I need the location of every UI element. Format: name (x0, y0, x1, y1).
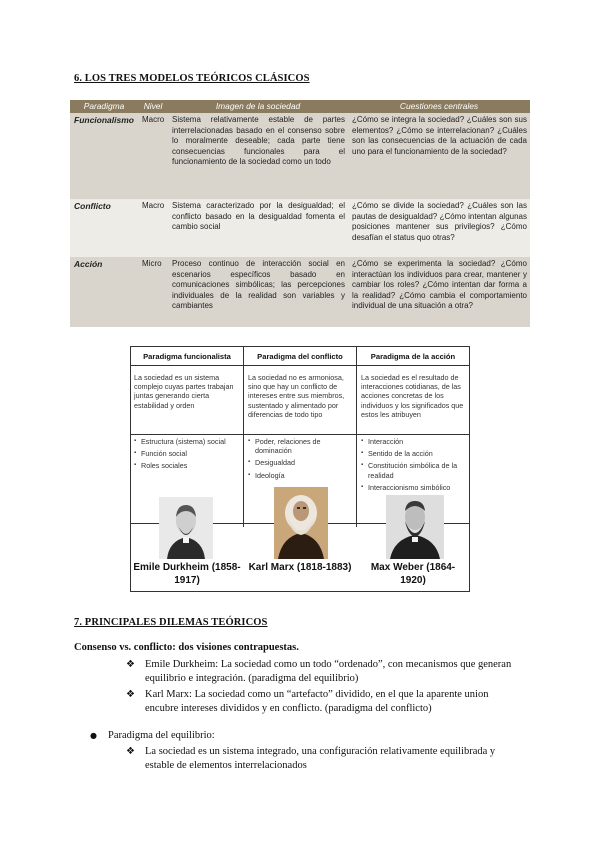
list-item: ▪ Ideología (248, 471, 354, 480)
header-paradigma: Paradigma (70, 100, 138, 113)
cell-nivel: Macro (138, 113, 168, 199)
cell-paradigma: Funcionalismo (70, 113, 138, 199)
diamond-bullet-icon: ❖ (126, 659, 135, 670)
list-item: ▪ Estructura (sistema) social (134, 437, 240, 446)
list-item: ▪ Interacción (361, 437, 467, 446)
section-7-title: 7. PRINCIPALES DILEMAS TEÓRICOS (74, 617, 268, 628)
cell-paradigma: Conflicto (70, 199, 138, 257)
durkheim-portrait-image (159, 497, 213, 559)
cell-cuestiones: ¿Cómo se divide la sociedad? ¿Cuáles son las pautas de desigualdad? ¿Cómo intentan algunas posiciones mantener sus privilegios? ¿Cómo desafían el status quo otras? (348, 199, 530, 257)
paradigms-figure (130, 346, 470, 592)
weber-name: Max Weber (1864-1920) (370, 562, 456, 586)
list-item-durkheim: Emile Durkheim: La sociedad como un todo “ordenado”, con mecanismos que generan equilibrio e integración. (paradigma del equilibrio) (145, 659, 512, 684)
divider (356, 347, 357, 527)
cell-cuestiones: ¿Cómo se integra la sociedad? ¿Cuáles son sus elementos? ¿Cómo se interrelacionan? ¿Cuáles son las consecuencias de la actuación de cada uno para el funcionamiento de la sociedad? (348, 113, 530, 199)
bullets-conflicto (248, 437, 354, 483)
figure-header-funcionalista: Paradigma funcionalista (143, 352, 231, 361)
header-imagen: Imagen de la sociedad (168, 100, 348, 113)
paradigms-table (70, 100, 530, 327)
list-item: ▪ Roles sociales (134, 461, 240, 470)
section-7-subtitle: Consenso vs. conflicto: dos visiones contrapuestas. (74, 642, 299, 653)
marx-name: Karl Marx (1818-1883) (248, 562, 352, 573)
list-item: ▪ Poder, relaciones de dominación (248, 437, 354, 455)
list-item: ▪ Interaccionismo simbólico (361, 483, 467, 492)
list-item-equilibrio: Paradigma del equilibrio: (108, 730, 215, 741)
header-cuestiones: Cuestiones centrales (348, 100, 530, 113)
bullets-funcionalista (134, 437, 240, 474)
list-item-sistema: La sociedad es un sistema integrado, una configuración relativamente equilibrada y estable de elementos interrelacionados (145, 746, 496, 771)
table-row (70, 113, 530, 199)
desc-conflicto: La sociedad no es armoniosa, sino que hay un conflicto de intereses entre sus miembros, sustentado y alimentado por diferencias de todo tipo (248, 373, 345, 419)
cell-imagen: Proceso continuo de interacción social en escenarios específicos basado en comunicaciones simbólicas; las percepciones individuales de la realidad son variables y cambiantes (168, 257, 348, 327)
marx-portrait-image (274, 487, 328, 559)
cell-cuestiones: ¿Cómo se experimenta la sociedad? ¿Cómo interactúan los individuos para crear, mantener y cambiar los roles? ¿Cómo intentan dar forma a la realidad? ¿Cómo cambia el comportamiento individual de una situación a otra? (348, 257, 530, 327)
section-6-title: 6. LOS TRES MODELOS TEÓRICOS CLÁSICOS (74, 73, 310, 84)
list-item: ▪ Sentido de la acción (361, 449, 467, 458)
divider (131, 434, 469, 435)
diamond-bullet-icon: ❖ (126, 746, 135, 757)
figure-header-row (131, 347, 469, 366)
list-item: ▪ Constitución simbólica de la realidad (361, 461, 467, 479)
table-header-row (70, 100, 530, 113)
cell-paradigma: Acción (70, 257, 138, 327)
cell-nivel: Macro (138, 199, 168, 257)
figure-header-accion: Paradigma de la acción (370, 352, 456, 361)
divider (243, 347, 244, 527)
list-item: ▪ Función social (134, 449, 240, 458)
diamond-bullet-icon: ❖ (126, 689, 135, 700)
table-row (70, 257, 530, 327)
table-row (70, 199, 530, 257)
desc-accion: La sociedad es el resultado de interacciones cotidianas, de las acciones concretas de los individuos y los significados que estos les atribuyen (361, 373, 464, 419)
list-item: ▪ Desigualdad (248, 458, 354, 467)
header-nivel: Nivel (138, 100, 168, 113)
weber-portrait-image (386, 495, 444, 559)
durkheim-name: Emile Durkheim (1858-1917) (133, 562, 241, 586)
bullets-accion (361, 437, 467, 495)
cell-nivel: Micro (138, 257, 168, 327)
round-bullet-icon: ● (90, 731, 97, 740)
list-item-marx: Karl Marx: La sociedad como un “artefacto” dividido, en el que la aparente union encubre intereses divididos y en conflicto. (paradigma del conflicto) (145, 689, 489, 714)
figure-header-conflicto: Paradigma del conflicto (257, 352, 343, 361)
desc-funcionalista: La sociedad es un sistema complejo cuyas partes trabajan juntas generando cierta estabilidad y orden (134, 373, 234, 410)
cell-imagen: Sistema relativamente estable de partes interrelacionadas basado en el consenso sobre lo moralmente deseable; cada parte tiene consecuencias funcionales para el funcionamiento de la sociedad como un todo (168, 113, 348, 199)
cell-imagen: Sistema caracterizado por la desigualdad; el conflicto basado en la desigualdad fomenta el cambio social (168, 199, 348, 257)
